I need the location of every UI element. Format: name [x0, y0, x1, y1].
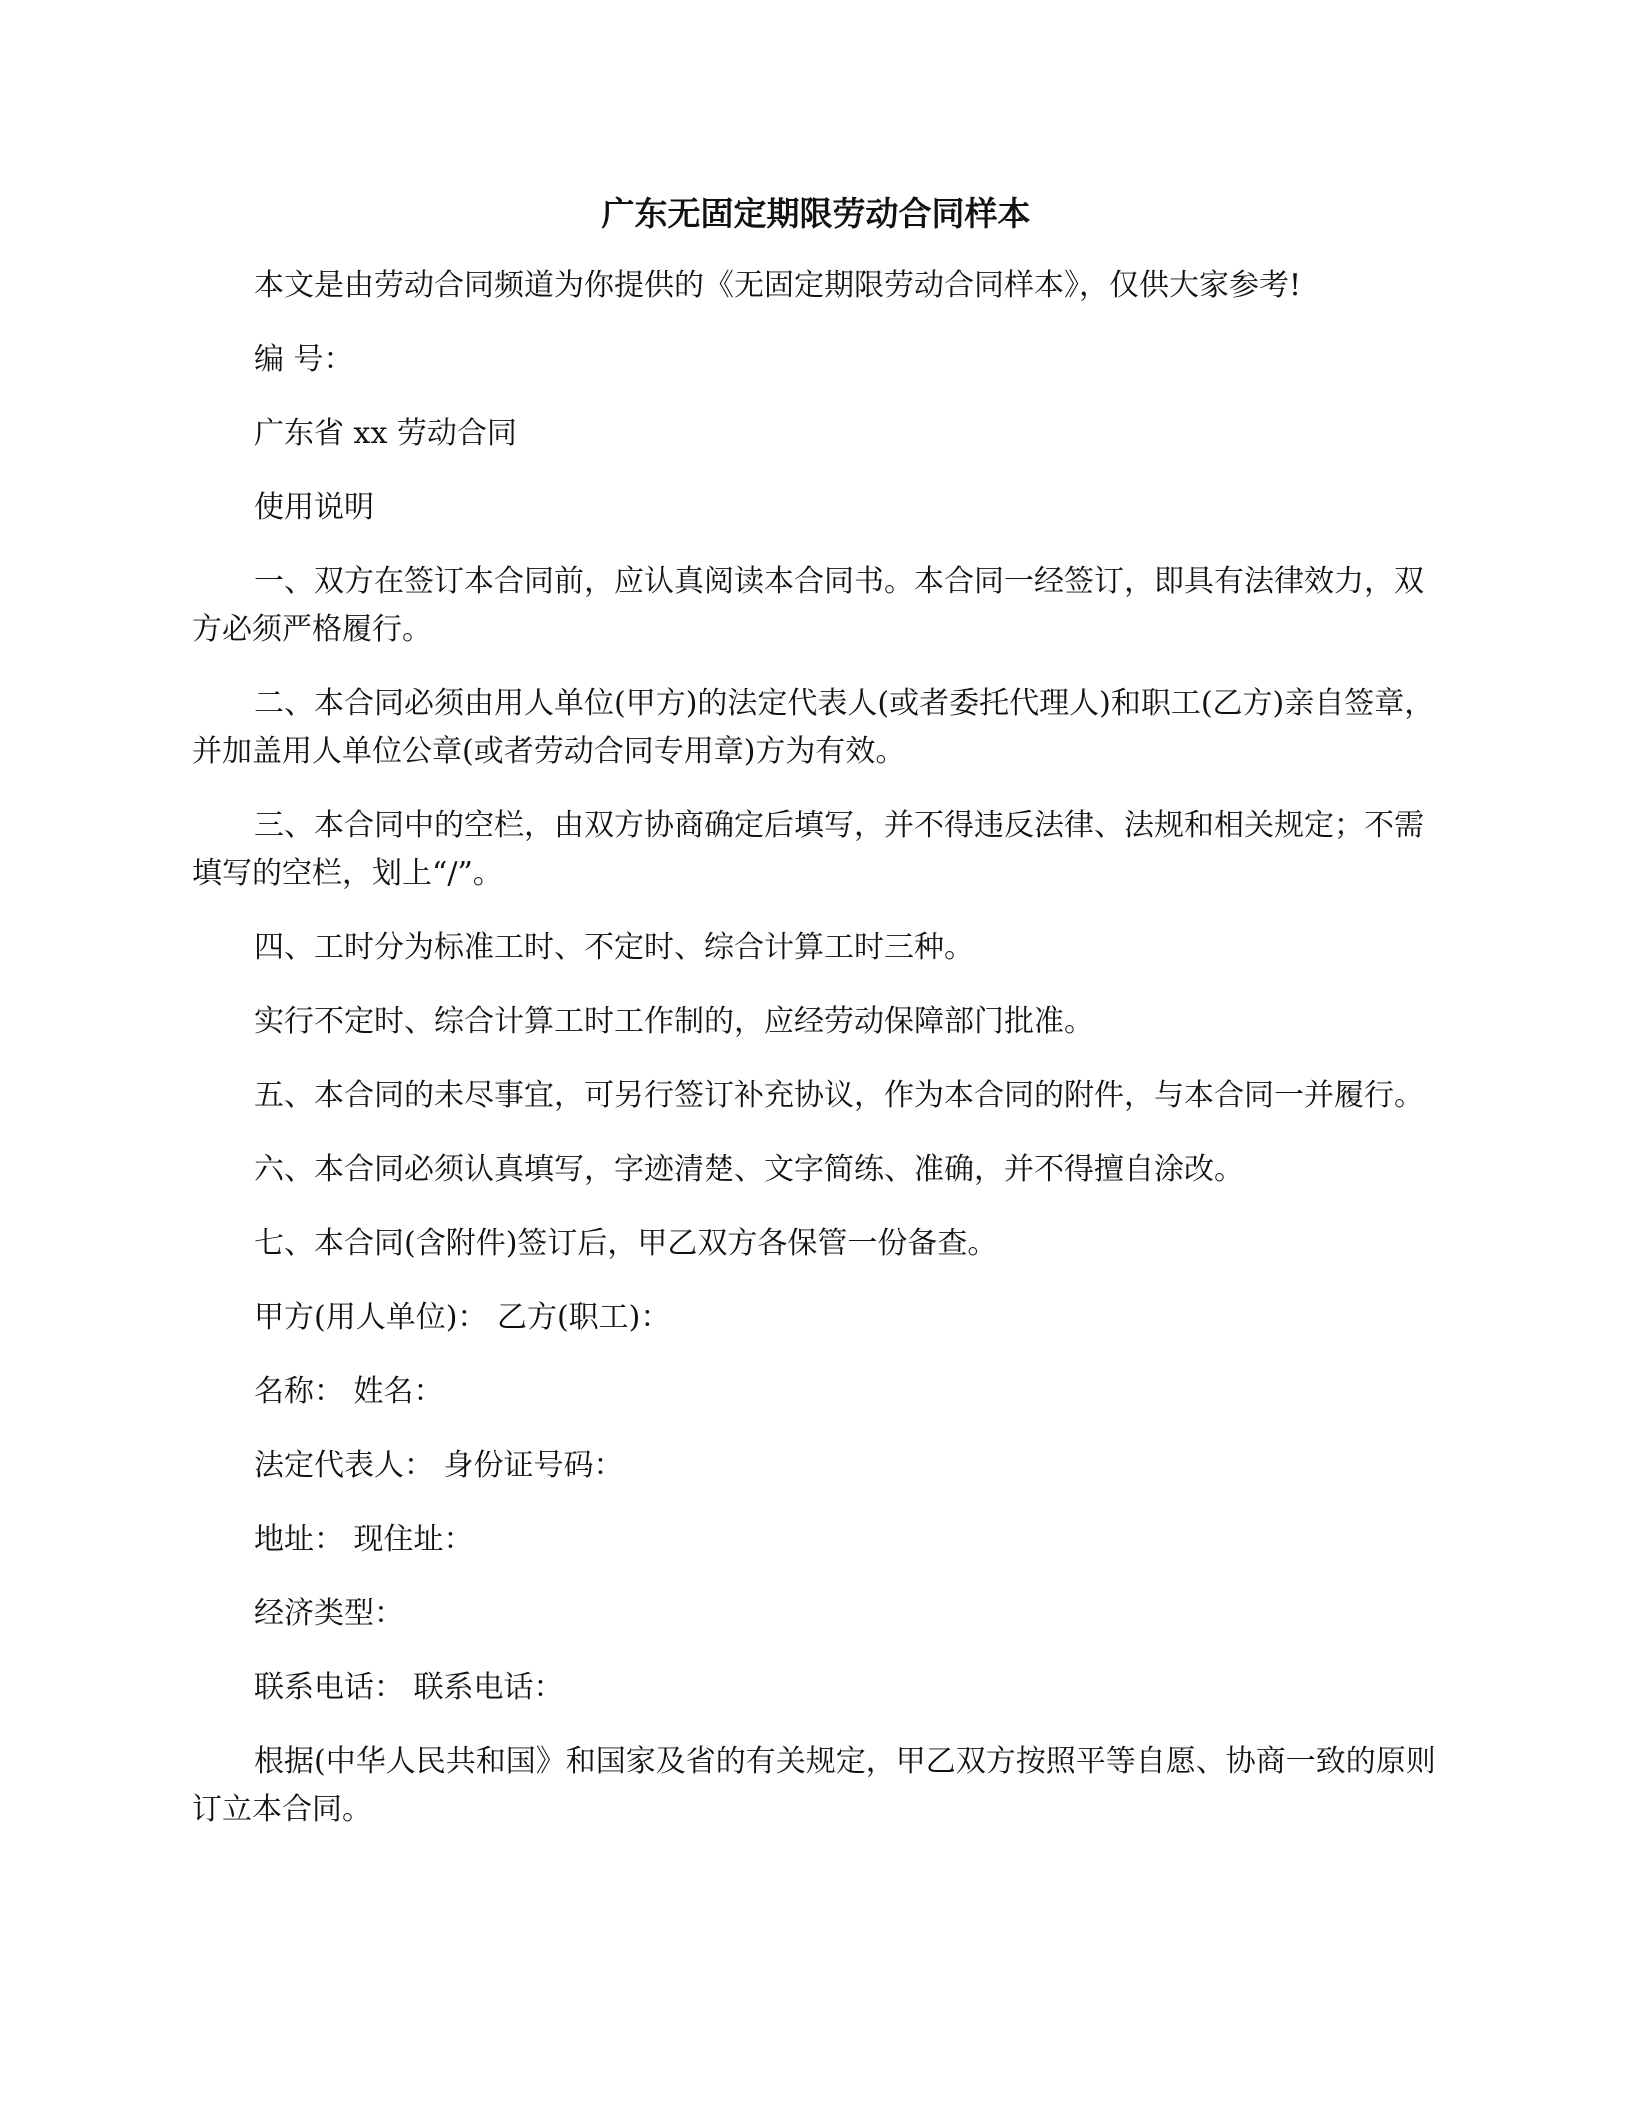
economic-type-line: 经济类型： — [254, 1596, 404, 1631]
instruction-item-5: 五、本合同的未尽事宜，可另行签订补充协议，作为本合同的附件，与本合同一并履行。 — [254, 1078, 1424, 1113]
instruction-item-4-note: 实行不定时、综合计算工时工作制的，应经劳动保障部门批准。 — [254, 1004, 1094, 1039]
basis-paragraph: 根据(中华人民共和国》和国家及省的有关规定，甲乙双方按照平等自愿、协商一致的原则订立本合同。 — [192, 1744, 1436, 1827]
instructions-heading: 使用说明 — [254, 490, 374, 525]
document-body — [192, 262, 1452, 1860]
instruction-item-4: 四、工时分为标准工时、不定时、综合计算工时三种。 — [254, 930, 974, 965]
phone-line: 联系电话： 联系电话： — [254, 1670, 564, 1705]
instruction-item-3: 三、本合同中的空栏，由双方协商确定后填写，并不得违反法律、法规和相关规定；不需填写的空栏，划上“/”。 — [192, 808, 1424, 891]
instruction-item-7: 七、本合同(含附件)签订后，甲乙双方各保管一份备查。 — [254, 1226, 998, 1261]
representative-line: 法定代表人： 身份证号码： — [254, 1448, 624, 1483]
instruction-item-6: 六、本合同必须认真填写，字迹清楚、文字简练、准确，并不得擅自涂改。 — [254, 1152, 1244, 1187]
contract-heading: 广东省 xx 劳动合同 — [254, 416, 517, 451]
contract-number-line: 编 号： — [254, 342, 354, 377]
parties-line: 甲方(用人单位)： 乙方(职工)： — [254, 1300, 671, 1335]
intro-paragraph: 本文是由劳动合同频道为你提供的《无固定期限劳动合同样本》，仅供大家参考! — [254, 268, 1302, 303]
name-line: 名称： 姓名： — [254, 1374, 444, 1409]
instruction-item-2: 二、本合同必须由用人单位(甲方)的法定代表人(或者委托代理人)和职工(乙方)亲自签章，并加盖用人单位公章(或者劳动合同专用章)方为有效。 — [192, 686, 1435, 769]
document-title: 广东无固定期限劳动合同样本 — [601, 194, 1031, 233]
instruction-item-1: 一、双方在签订本合同前，应认真阅读本合同书。本合同一经签订，即具有法律效力，双方必须严格履行。 — [192, 564, 1424, 647]
address-line: 地址： 现住址： — [254, 1522, 474, 1557]
